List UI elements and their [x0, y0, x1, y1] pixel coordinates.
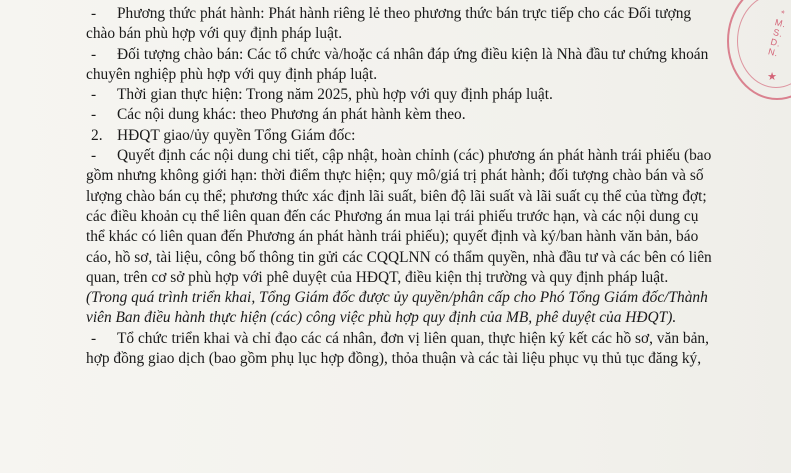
bullet-dash: - [91, 5, 97, 22]
line-text: Đối tượng chào bán: Các tổ chức và/hoặc cá nhân đáp ứng điều kiện là Nhà đầu tư chứng khoán [117, 45, 709, 63]
document-line [86, 126, 741, 146]
document-line [86, 207, 741, 227]
line-text: cáo, hồ sơ, tài liệu, công bố thông tin gửi các CQQLNN có thẩm quyền, nhà đầu tư và các bên có liên [86, 248, 712, 266]
bullet-dash: - [91, 147, 97, 165]
document-line [86, 166, 741, 186]
document-line [86, 227, 741, 247]
document-line [86, 85, 741, 105]
line-text: thể khác có liên quan đến Phương án phát hành trái phiếu); quyết định và ký/ban hành văn bản, báo [86, 228, 699, 246]
company-seal-text: * M.S.D.N. [767, 8, 787, 59]
line-text: chào bán phù hợp với quy định pháp luật. [86, 25, 343, 43]
document-line [86, 329, 741, 349]
line-text: hợp đồng giao dịch (bao gồm phụ lục hợp đồng), thỏa thuận và các tài liệu phục vụ thủ tục đăng ký, [86, 350, 702, 368]
document-line [86, 45, 741, 65]
line-text: Thời gian thực hiện: Trong năm 2025, phù hợp với quy định pháp luật. [117, 86, 553, 104]
document-line [86, 268, 741, 288]
bullet-dash: - [91, 329, 97, 347]
document-line [86, 308, 741, 328]
document-line [86, 24, 741, 44]
line-text: Phương thức phát hành: Phát hành riêng lẻ theo phương thức bán trực tiếp cho các Đối tượng [117, 5, 692, 22]
document-line [86, 248, 741, 268]
document-line [86, 65, 741, 85]
document-line [86, 146, 741, 166]
line-text: các điều khoản cụ thể liên quan đến các Phương án mua lại trái phiếu trước hạn, và các nội dung cụ [86, 207, 699, 225]
bullet-dash: - [91, 86, 97, 104]
document-line [86, 349, 741, 369]
section-number: 2. [91, 126, 103, 144]
bullet-dash: - [91, 106, 97, 124]
line-text: quan, trên cơ sở phù hợp với phê duyệt của HĐQT, điều kiện thị trường và quy định pháp luật. [86, 268, 669, 286]
document-line [86, 4, 741, 24]
line-text: lượng chào bán cụ thể; phương thức xác định lãi suất, biên độ lãi suất và lãi suất cụ thể của từng đợt; [86, 187, 707, 205]
line-text: Các nội dung khác: theo Phương án phát hành kèm theo. [117, 106, 466, 124]
line-text: (Trong quá trình triển khai, Tổng Giám đốc được ủy quyền/phân cấp cho Phó Tổng Giám đốc/Thành [86, 289, 708, 307]
line-text: viên Ban điều hành thực hiện (các) công việc phù hợp quy định của MB, phê duyệt của HĐQT). [86, 309, 677, 327]
document-line [86, 288, 741, 308]
document-line [86, 187, 741, 207]
line-text: Tổ chức triển khai và chỉ đạo các cá nhân, đơn vị liên quan, thực hiện ký kết các hồ sơ, văn bản, [117, 329, 709, 347]
line-text: Quyết định các nội dung chi tiết, cập nhật, hoàn chỉnh (các) phương án phát hành trái phiếu (bao [117, 147, 712, 165]
company-seal-star-icon: ★ [767, 71, 777, 83]
line-text: HĐQT giao/ủy quyền Tổng Giám đốc: [117, 126, 356, 144]
resolution-text-block [86, 4, 741, 369]
document-line [86, 105, 741, 125]
line-text: chuyên nghiệp phù hợp với quy định pháp luật. [86, 65, 378, 83]
line-text: gồm nhưng không giới hạn: thời điểm thực hiện; quy mô/giá trị phát hành; đối tượng chào bán và số [86, 167, 704, 185]
bullet-dash: - [91, 45, 97, 63]
